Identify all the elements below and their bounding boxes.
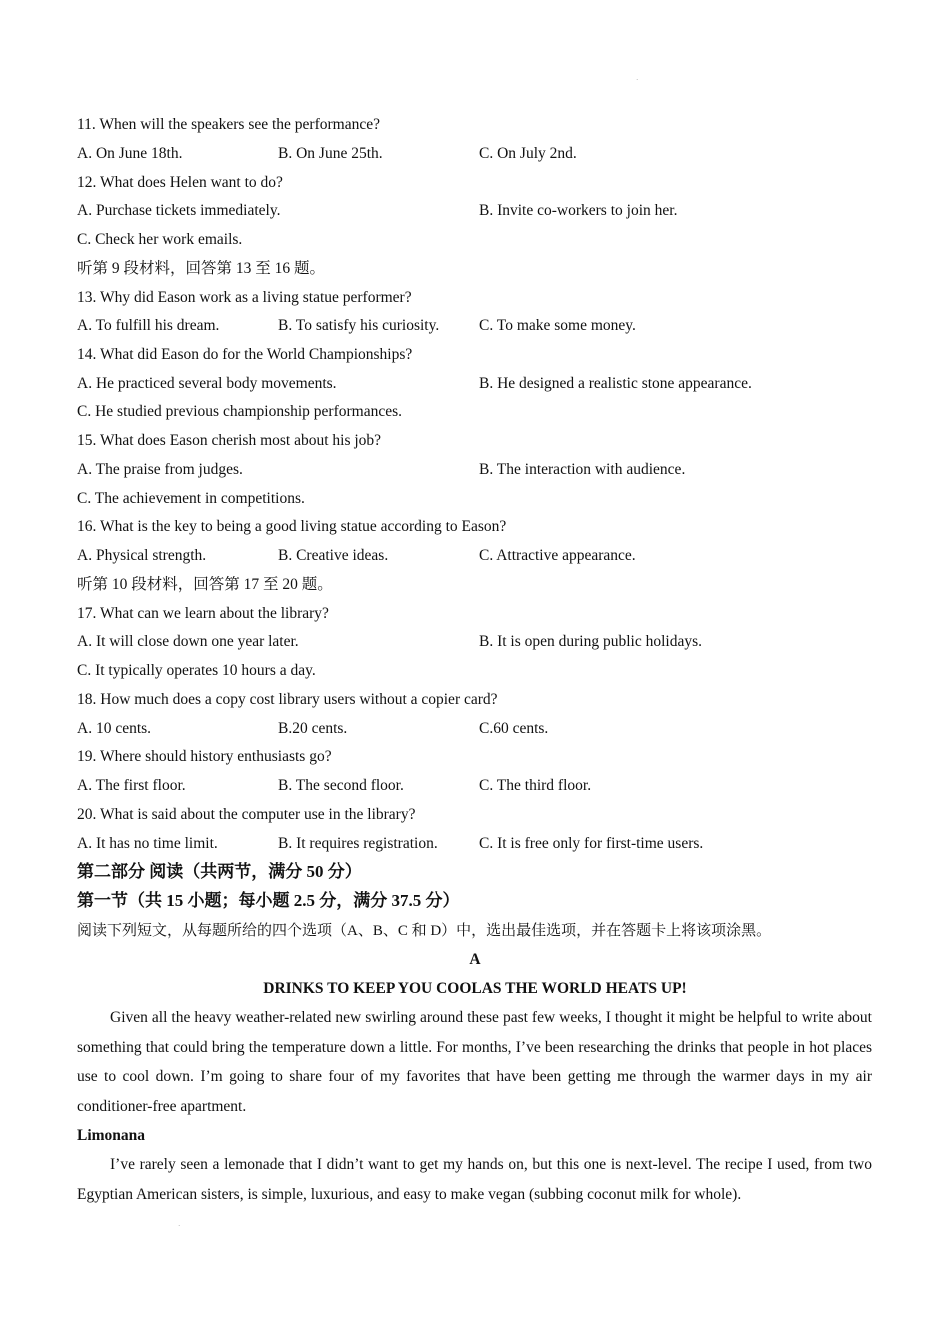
option-17c: C. It typically operates 10 hours a day. (77, 662, 316, 679)
question-15: 15. What does Eason cherish most about his job? (77, 432, 382, 449)
question-19: 19. Where should history enthusiasts go? (77, 748, 332, 765)
option-12a: A. Purchase tickets immediately. (77, 202, 281, 219)
part-2-heading: 第二部分 阅读（共两节，满分 50 分） (77, 862, 362, 881)
option-11b: B. On June 25th. (278, 145, 383, 162)
passage-title: DRINKS TO KEEP YOU COOLAS THE WORLD HEATS UP! (263, 980, 687, 997)
reading-instruction: 阅读下列短文，从每题所给的四个选项（A、B、C 和 D）中，选出最佳选项，并在答题卡上将该项涂黑。 (77, 923, 772, 939)
question-14: 14. What did Eason do for the World Championships? (77, 346, 413, 363)
option-13a: A. To fulfill his dream. (77, 317, 220, 334)
question-17: 17. What can we learn about the library? (77, 605, 329, 622)
scan-mark-bottom: · (178, 1222, 181, 1230)
option-20b: B. It requires registration. (278, 835, 438, 852)
option-19b: B. The second floor. (278, 777, 404, 794)
option-11c: C. On July 2nd. (479, 145, 577, 162)
option-14b: B. He designed a realistic stone appearance. (479, 375, 752, 392)
option-15b: B. The interaction with audience. (479, 461, 686, 478)
option-18b: B.20 cents. (278, 720, 348, 737)
passage-letter: A (469, 951, 481, 968)
option-16b: B. Creative ideas. (278, 547, 389, 564)
question-16: 16. What is the key to being a good living statue according to Eason? (77, 518, 507, 535)
question-18: 18. How much does a copy cost library users without a copier card? (77, 691, 498, 708)
option-13c: C. To make some money. (479, 317, 636, 334)
option-19c: C. The third floor. (479, 777, 592, 794)
option-18c: C.60 cents. (479, 720, 549, 737)
option-12b: B. Invite co-workers to join her. (479, 202, 678, 219)
option-14a: A. He practiced several body movements. (77, 375, 337, 392)
passage-paragraph-2: I’ve rarely seen a lemonade that I didn’t want to get my hands on, but this one is next-level. The recipe I used, from two Egyptian American sisters, is simple, luxurious, and easy to make vegan (subbing coconut milk for whole). (77, 1156, 872, 1203)
option-17a: A. It will close down one year later. (77, 633, 299, 650)
option-15a: A. The praise from judges. (77, 461, 243, 478)
option-17b: B. It is open during public holidays. (479, 633, 703, 650)
option-19a: A. The first floor. (77, 777, 186, 794)
option-13b: B. To satisfy his curiosity. (278, 317, 440, 334)
option-18a: A. 10 cents. (77, 720, 152, 737)
question-12: 12. What does Helen want to do? (77, 174, 283, 191)
option-20c: C. It is free only for first-time users. (479, 835, 704, 852)
option-14c: C. He studied previous championship performances. (77, 403, 402, 420)
option-20a: A. It has no time limit. (77, 835, 218, 852)
section-1-heading: 第一节（共 15 小题；每小题 2.5 分，满分 37.5 分） (77, 891, 460, 910)
passage-paragraph-1: Given all the heavy weather-related new swirling around these past few weeks, I thought it might be helpful to write about something that could bring the temperature down a little. For months, I’ve been researching the drinks that people in hot places use to cool down. I’m going to share four of my favorites that have been getting me through the warmer days in my air conditioner-free apartment. (77, 1009, 872, 1116)
question-11: 11. When will the speakers see the performance? (77, 116, 380, 133)
option-15c: C. The achievement in competitions. (77, 490, 305, 507)
option-12c: C. Check her work emails. (77, 231, 243, 248)
option-11a: A. On June 18th. (77, 145, 183, 162)
question-13: 13. Why did Eason work as a living statue performer? (77, 289, 412, 306)
scan-mark-top: · (636, 76, 639, 84)
section-9-instruction: 听第 9 段材料，回答第 13 至 16 题。 (77, 260, 326, 277)
option-16a: A. Physical strength. (77, 547, 207, 564)
subheading-limonana: Limonana (77, 1127, 146, 1144)
option-16c: C. Attractive appearance. (479, 547, 636, 564)
question-20: 20. What is said about the computer use in the library? (77, 806, 416, 823)
section-10-instruction: 听第 10 段材料，回答第 17 至 20 题。 (77, 576, 333, 593)
